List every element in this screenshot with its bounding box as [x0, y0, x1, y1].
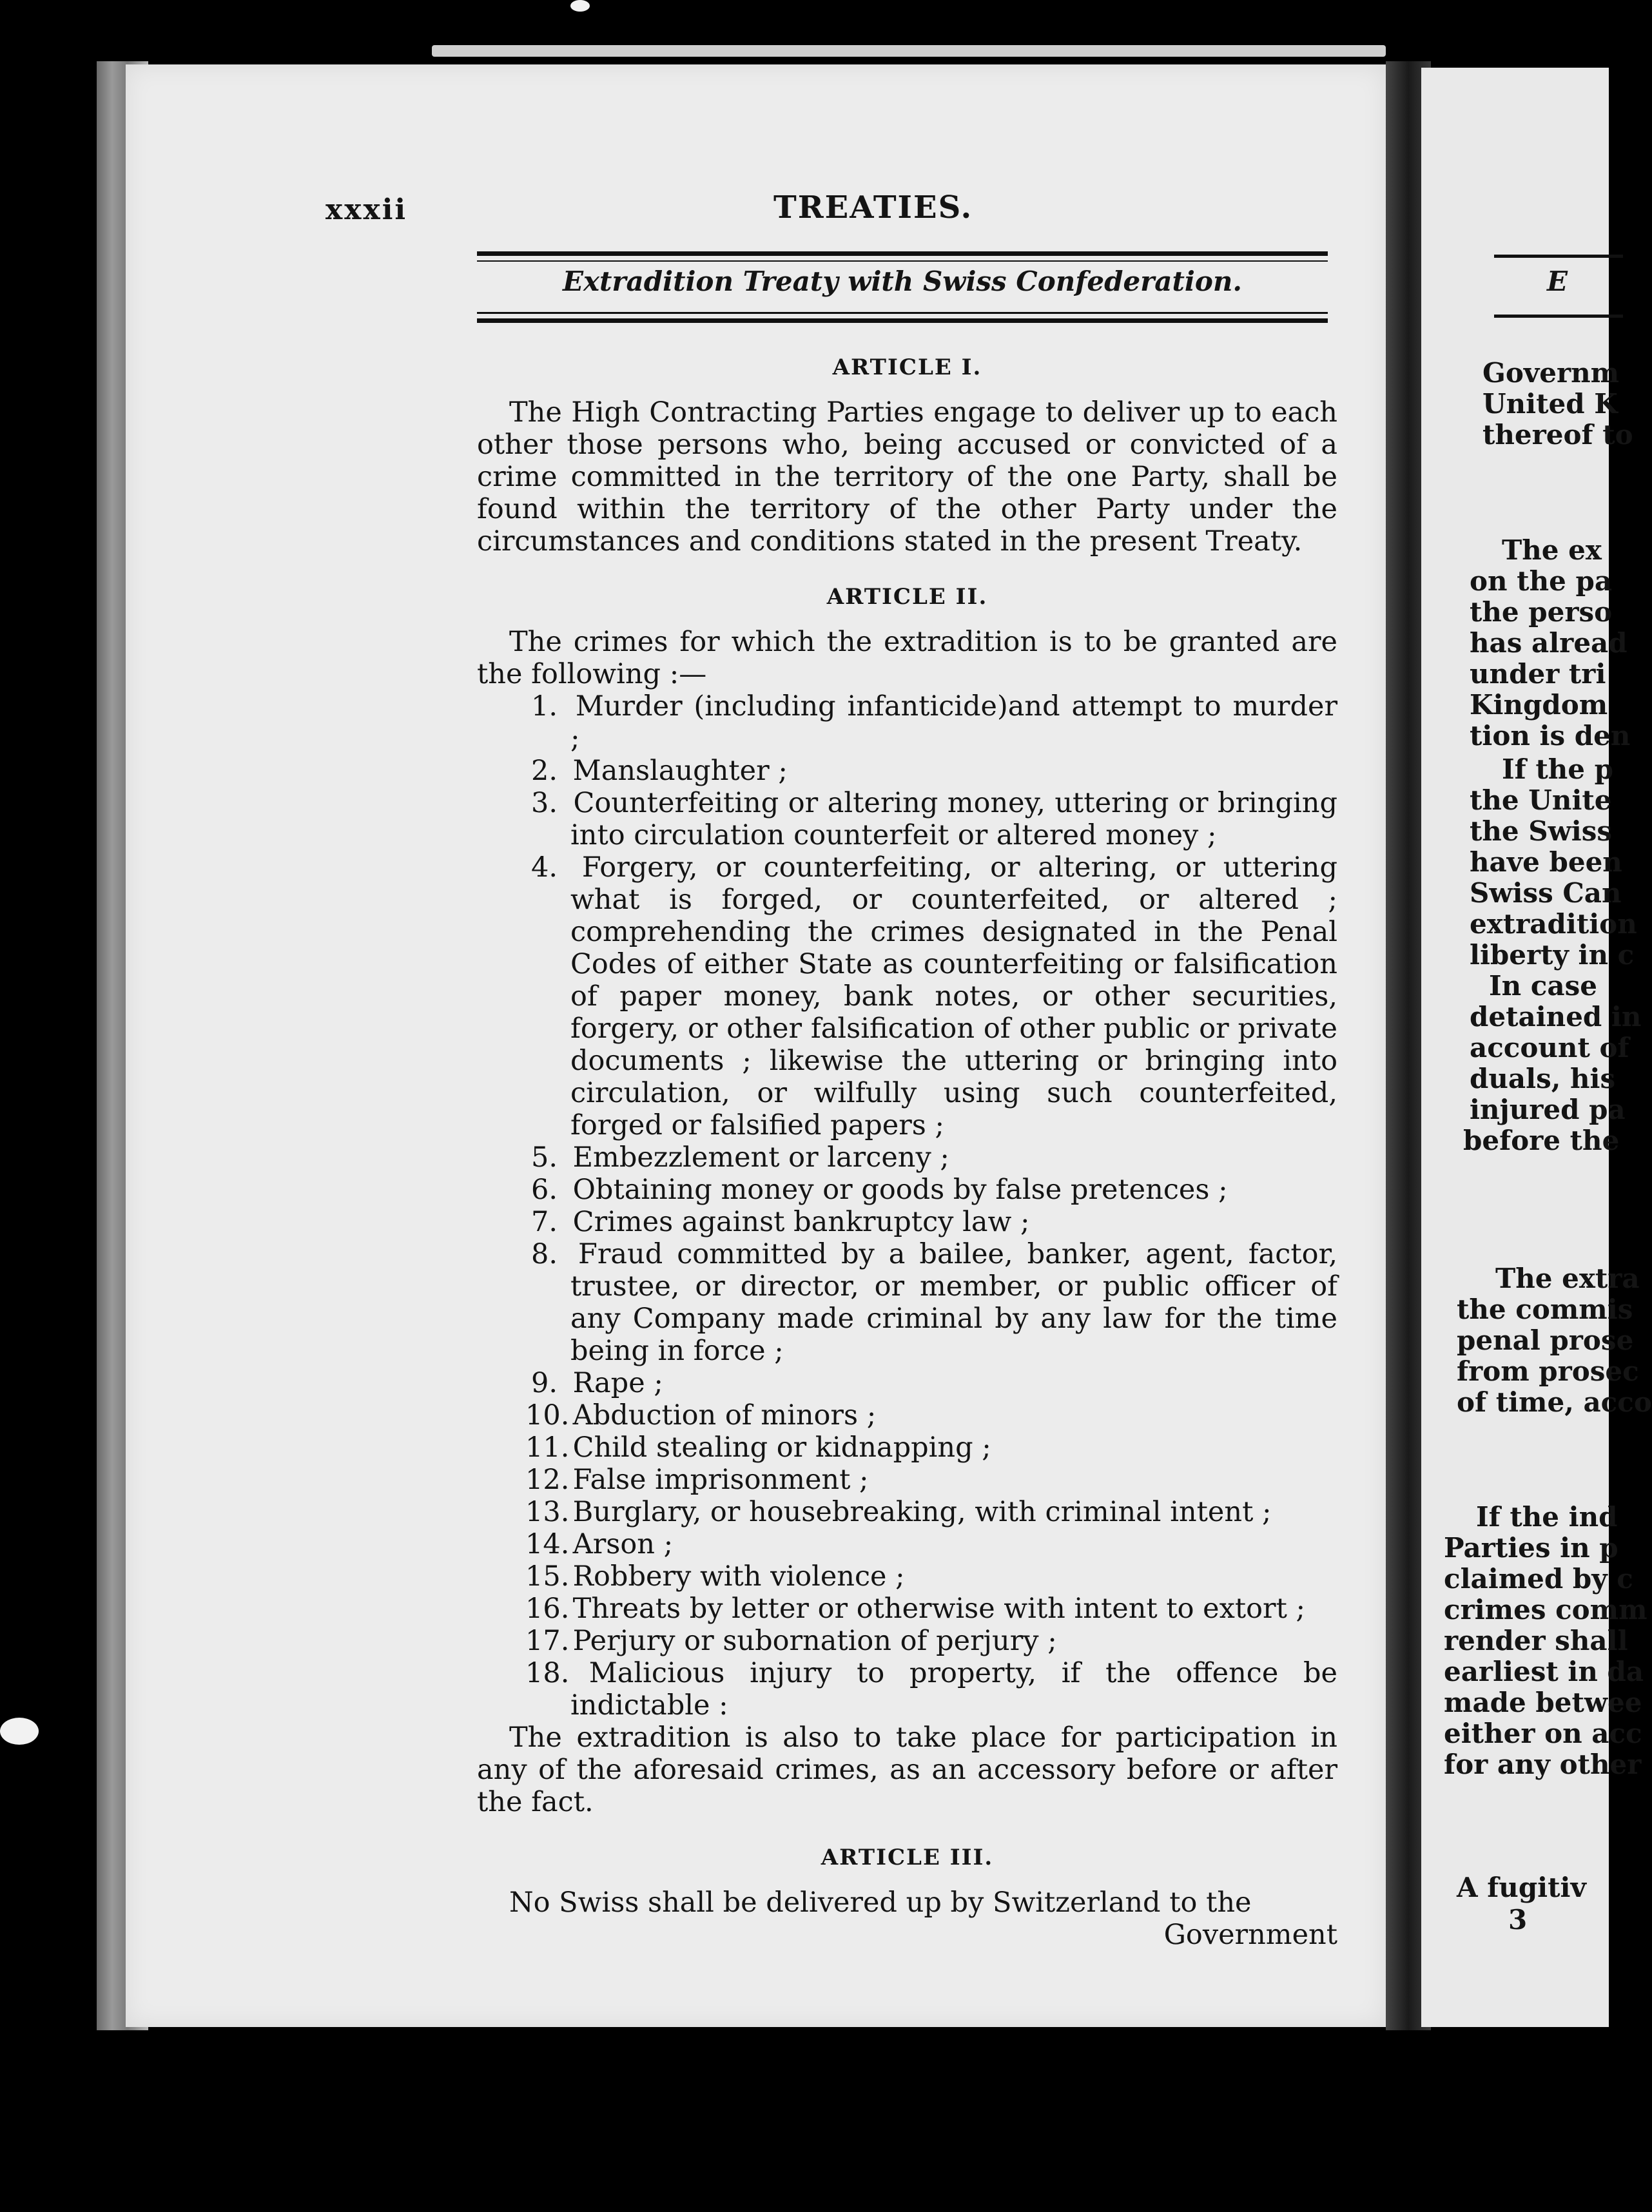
list-item-number: 12. — [525, 1464, 570, 1496]
list-item-text: Abduction of minors ; — [572, 1399, 877, 1431]
facing-line: If the ind — [1476, 1501, 1618, 1533]
list-item-number: 8. — [530, 1238, 558, 1270]
rule-thick-top — [477, 251, 1328, 256]
list-item-text: Arson ; — [572, 1528, 674, 1560]
list-item — [477, 1528, 1337, 1560]
facing-line: tion is den — [1470, 720, 1631, 752]
list-item-text: Malicious injury to property, if the offence be indictable : — [570, 1657, 1337, 1722]
catchword: Government — [1163, 1919, 1337, 1951]
list-item-number: 14. — [525, 1528, 570, 1560]
facing-line: The extra — [1495, 1263, 1640, 1294]
facing-line: earliest in da — [1444, 1656, 1644, 1687]
facing-line: duals, his — [1470, 1063, 1616, 1094]
facing-line: A fugitiv — [1457, 1872, 1586, 1903]
list-item-text: Rape ; — [572, 1367, 663, 1399]
treaty-subheading: Extradition Treaty with Swiss Confederation. — [562, 266, 1243, 297]
facing-rule-bottom — [1494, 315, 1623, 318]
list-item — [477, 787, 1337, 851]
facing-line: the perso — [1470, 596, 1613, 628]
facing-line: extradition — [1470, 908, 1637, 940]
facing-line: account of — [1470, 1032, 1629, 1063]
facing-line: made betwee — [1444, 1687, 1642, 1718]
list-item — [477, 1431, 1337, 1464]
facing-line: claimed by c — [1444, 1563, 1633, 1595]
facing-line: has alread — [1470, 627, 1628, 659]
page-body — [477, 351, 1337, 1951]
list-item — [477, 690, 1337, 755]
list-item — [477, 1238, 1337, 1367]
list-item-text: Perjury or subornation of perjury ; — [572, 1625, 1057, 1657]
list-item — [477, 1367, 1337, 1399]
list-item-number: 13. — [525, 1496, 570, 1528]
running-title: TREATIES. — [773, 189, 973, 226]
list-item-text: Obtaining money or goods by false pretences ; — [572, 1174, 1228, 1206]
scan-artifact — [432, 45, 1386, 57]
facing-line: thereof to — [1482, 419, 1633, 451]
facing-line: detained in — [1470, 1001, 1642, 1033]
list-item-number: 2. — [530, 755, 558, 787]
facing-line: from prosec — [1457, 1355, 1639, 1387]
facing-line: In case — [1489, 970, 1597, 1002]
facing-line: the commis — [1457, 1294, 1633, 1325]
list-item-text: Murder (including infanticide)and attempt to murder ; — [570, 690, 1337, 755]
list-item-number: 11. — [525, 1431, 570, 1464]
list-item-text: False imprisonment ; — [572, 1464, 869, 1496]
article-2-heading: ARTICLE II. — [826, 584, 988, 610]
facing-line: If the p — [1502, 753, 1613, 785]
list-item-number: 16. — [525, 1593, 570, 1625]
list-item-text: Child stealing or kidnapping ; — [572, 1431, 991, 1464]
article-2-intro: The crimes for which the extradition is to be granted are the following :— — [477, 626, 1337, 690]
list-item-text: Robbery with violence ; — [572, 1560, 905, 1593]
list-item-number: 6. — [530, 1174, 558, 1206]
list-item-number: 15. — [525, 1560, 570, 1593]
list-item-number: 9. — [530, 1367, 558, 1399]
facing-line: The ex — [1502, 534, 1602, 566]
list-item-text: Fraud committed by a bailee, banker, agent, factor, trustee, or director, or member, or public officer of any Company made criminal by any law for the time being in force ; — [570, 1238, 1337, 1367]
facing-line: crimes comm — [1444, 1594, 1647, 1625]
facing-line: either on acc — [1444, 1718, 1642, 1749]
facing-line: Parties in p — [1444, 1532, 1618, 1564]
facing-line: have been — [1470, 846, 1622, 878]
list-item-number: 18. — [525, 1657, 570, 1689]
facing-line: on the pa — [1470, 565, 1613, 597]
facing-line: the Swiss — [1470, 815, 1613, 847]
list-item — [477, 851, 1337, 1141]
list-item — [477, 1657, 1337, 1722]
list-item — [477, 1496, 1337, 1528]
list-item-number: 5. — [530, 1141, 558, 1174]
list-item-text: Burglary, or housebreaking, with criminal intent ; — [572, 1496, 1272, 1528]
list-item-number: 17. — [525, 1625, 570, 1657]
list-item — [477, 1174, 1337, 1206]
list-item — [477, 1206, 1337, 1238]
article-3-heading: ARTICLE III. — [821, 1845, 994, 1870]
article-1-text: The High Contracting Parties engage to deliver up to each other those persons who, being accused or convicted of a crime committed in the territory of the one Party, shall be found within the territory of the other Party under the circumstances and conditions stated in the present Treaty. — [477, 396, 1337, 558]
list-item — [477, 1464, 1337, 1496]
list-item-number: 4. — [530, 851, 558, 884]
facing-line: for any other — [1444, 1749, 1642, 1780]
list-item-text: Embezzlement or larceny ; — [572, 1141, 949, 1174]
facing-line: the Unite — [1470, 784, 1612, 816]
facing-line: injured pa — [1470, 1094, 1626, 1125]
facing-line: 3 — [1508, 1904, 1528, 1936]
list-item — [477, 1625, 1337, 1657]
list-item-text: Crimes against bankruptcy law ; — [572, 1206, 1030, 1238]
facing-line: before the — [1463, 1125, 1620, 1156]
list-item-text: Threats by letter or otherwise with intent to extort ; — [572, 1593, 1306, 1625]
list-item — [477, 755, 1337, 787]
facing-line: penal prose — [1457, 1324, 1634, 1356]
list-item-number: 1. — [530, 690, 558, 723]
list-item-text: Manslaughter ; — [572, 755, 788, 787]
article-1-heading: ARTICLE I. — [832, 354, 982, 380]
facing-line: Kingdom — [1470, 689, 1608, 721]
list-item — [477, 1141, 1337, 1174]
facing-line: liberty in c — [1470, 939, 1635, 971]
page-number: xxxii — [326, 193, 408, 226]
rule-thick-bottom — [477, 318, 1328, 323]
rule-thin-top — [477, 260, 1328, 262]
crimes-list — [477, 690, 1337, 1722]
list-item — [477, 1560, 1337, 1593]
facing-subheading: E — [1547, 266, 1568, 297]
list-item-number: 3. — [530, 787, 558, 819]
scan-speck — [0, 1718, 39, 1745]
facing-line: Swiss Can — [1470, 877, 1622, 909]
facing-line: Governm — [1482, 357, 1620, 389]
list-item-text: Counterfeiting or altering money, uttering or bringing into circulation counterfeit or altered money ; — [570, 787, 1337, 851]
facing-rule-top — [1494, 255, 1623, 258]
facing-line: render shall — [1444, 1625, 1628, 1656]
list-item — [477, 1399, 1337, 1431]
scan-speck — [570, 0, 590, 12]
article-3-text: No Swiss shall be delivered up by Switzerland to the — [509, 1887, 1252, 1919]
list-item-number: 10. — [525, 1399, 570, 1431]
facing-line: of time, acco — [1457, 1386, 1652, 1418]
article-2-closing: The extradition is also to take place for participation in any of the aforesaid crimes, as an accessory before or after the fact. — [477, 1722, 1337, 1818]
facing-line: United K — [1482, 388, 1618, 420]
rule-thin-bottom — [477, 312, 1328, 314]
list-item-text: Forgery, or counterfeiting, or altering, or uttering what is forged, or counterfeited, or altered ; comprehending the crimes designated in the Penal Codes of either State as counterfeiting or falsification of paper money, bank notes, or other securities, forgery, or other falsification of other public or private documents ; likewise the uttering or bringing into circulation, or wilfully using such counterfeited, forged or falsified papers ; — [570, 851, 1338, 1141]
list-item — [477, 1593, 1337, 1625]
facing-line: under tri — [1470, 658, 1606, 690]
list-item-number: 7. — [530, 1206, 558, 1238]
